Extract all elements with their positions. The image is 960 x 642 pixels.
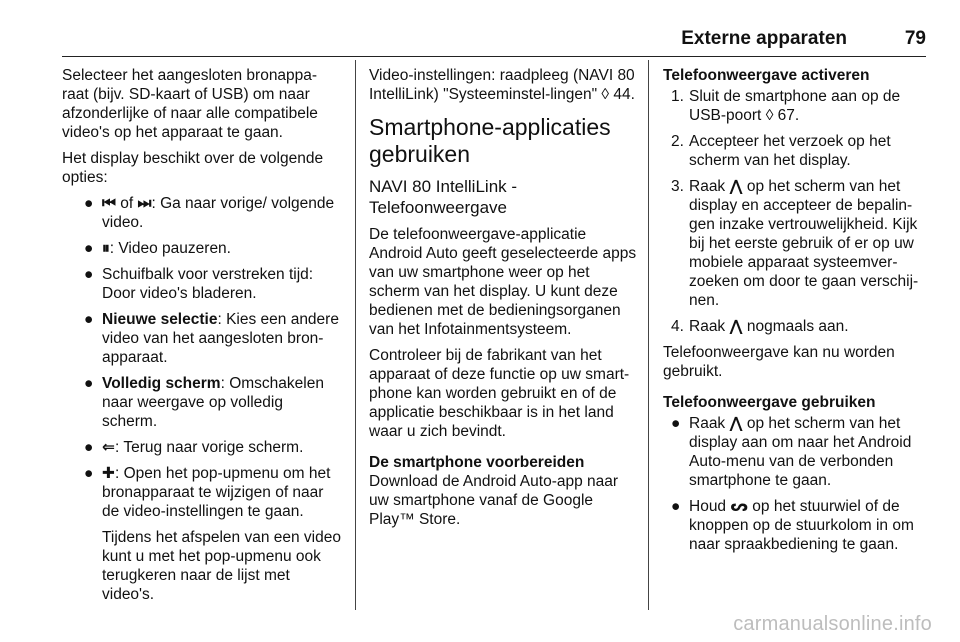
- paragraph: De telefoonweergave-applicatie Android Auto geeft geselecteerde apps van uw smartphone weer op het scherm van het display. U kunt deze bedienen met de bedieningsorganen van het Infotainmentsysteem.: [369, 226, 637, 338]
- bullet-icon: ●: [84, 311, 94, 328]
- skip-next-icon: ⏭: [137, 195, 152, 212]
- caret-up-icon: ⋀: [729, 318, 743, 335]
- paragraph: Telefoonweergave kan nu worden gebruikt.: [663, 344, 895, 380]
- bullet-icon: ●: [84, 195, 94, 212]
- page-reference-icon: ◊: [601, 86, 610, 103]
- column-3: [663, 66, 929, 561]
- bullet-icon: ●: [84, 240, 94, 257]
- intro-paragraph: Selecteer het aangesloten bronappa-raat (bijv. SD-kaart of USB) om naar afzonderlijke of naar alle compatibele video's op het apparaat te gaan.: [62, 67, 318, 141]
- list-item: ● ⏸: Video pauzeren.: [84, 240, 231, 257]
- header-rule: [62, 56, 926, 57]
- options-intro: Het display beschikt over de volgende opties:: [62, 150, 324, 186]
- bullet-icon: ●: [84, 375, 94, 392]
- column-divider-2: [648, 60, 649, 610]
- paragraph: Controleer bij de fabrikant van het apparaat of deze functie op uw smart-phone kan worden gebruikt en of de applicatie beschikbaar is in het land waar u zich bevindt.: [369, 347, 630, 440]
- section-heading: Smartphone-applicaties gebruiken: [369, 114, 611, 167]
- bullet-icon: ●: [84, 465, 94, 482]
- bullet-icon: ●: [84, 266, 94, 283]
- column-divider-1: [355, 60, 356, 610]
- page-header: [0, 0, 960, 56]
- list-item: ● ✚: Open het pop-upmenu om het bronapparaat te wijzigen of naar de video-instellingen te gaan.: [84, 465, 331, 520]
- list-item: ● ⇐: Terug naar vorige scherm.: [84, 439, 304, 456]
- list-item: 1. Sluit de smartphone aan op de USB-poort ◊ 67.: [671, 88, 901, 124]
- plus-icon: ✚: [102, 465, 115, 482]
- skip-previous-icon: ⏮: [102, 195, 116, 212]
- subsection-heading: NAVI 80 IntelliLink - Telefoonweergave: [369, 177, 518, 217]
- list-item: ● Raak ⋀ op het scherm van het display aan om naar het Android Auto-menu van de verbonden smartphone te gaan.: [671, 415, 912, 489]
- list-item: 4. Raak ⋀ nogmaals aan.: [671, 318, 849, 335]
- paragraph: Download de Android Auto-app naar uw smartphone vanaf de Google Play™ Store.: [369, 473, 619, 528]
- bullet-icon: ●: [671, 498, 681, 515]
- watermark: carmanualsonline.info: [733, 613, 932, 635]
- list-item: ● ⏮ of ⏭: Ga naar vorige/ volgende video.: [84, 195, 335, 231]
- option-label: Nieuwe selectie: [102, 311, 218, 328]
- list-item: 2. Accepteer het verzoek op het scherm van het display.: [671, 133, 891, 169]
- reference-paragraph: Video-instellingen: raadpleeg (NAVI 80 IntelliLink) "Systeeminstel-lingen" ◊ 44.: [369, 67, 635, 103]
- list-item: ● Schuifbalk voor verstreken tijd: Door video's bladeren.: [84, 266, 314, 302]
- voice-control-icon: ᔕ: [730, 498, 748, 515]
- column-2: [369, 66, 637, 536]
- caret-up-icon: ⋀: [729, 178, 743, 195]
- use-heading: Telefoonweergave gebruiken: [663, 394, 876, 411]
- caret-up-icon: ⋀: [729, 415, 743, 432]
- activate-heading: Telefoonweergave activeren: [663, 67, 870, 84]
- column-1: [62, 66, 342, 611]
- page-number: 79: [904, 28, 926, 49]
- page-title: Externe apparaten: [681, 28, 847, 49]
- back-arrow-icon: ⇐: [102, 439, 115, 456]
- page-reference-icon: ◊: [765, 107, 774, 124]
- list-item: 3. Raak ⋀ op het scherm van het display en accepteer de bepalin-gen inzake vertrouwelijkheid. Kijk bij het eerste gebruik of er op uw mobiele apparaat systeemver-zoeken om door te gaan verschij-nen.: [671, 178, 919, 309]
- list-item: ● Nieuwe selectie: Kies een andere video van het aangesloten bron-apparaat.: [84, 311, 339, 366]
- bullet-icon: ●: [84, 439, 94, 456]
- pause-icon: ⏸: [102, 240, 110, 257]
- prep-heading: De smartphone voorbereiden: [369, 454, 585, 471]
- bullet-icon: ●: [671, 415, 681, 432]
- list-item: ● Houd ᔕ op het stuurwiel of de knoppen op de stuurkolom in om naar spraakbediening te gaan.: [671, 498, 914, 553]
- option-label: Volledig scherm: [102, 375, 221, 392]
- list-item: ● Volledig scherm: Omschakelen naar weergave op volledig scherm.: [84, 375, 324, 430]
- continuation-paragraph: Tijdens het afspelen van een video kunt u met het pop-upmenu ook terugkeren naar de lijst met video's.: [102, 529, 341, 603]
